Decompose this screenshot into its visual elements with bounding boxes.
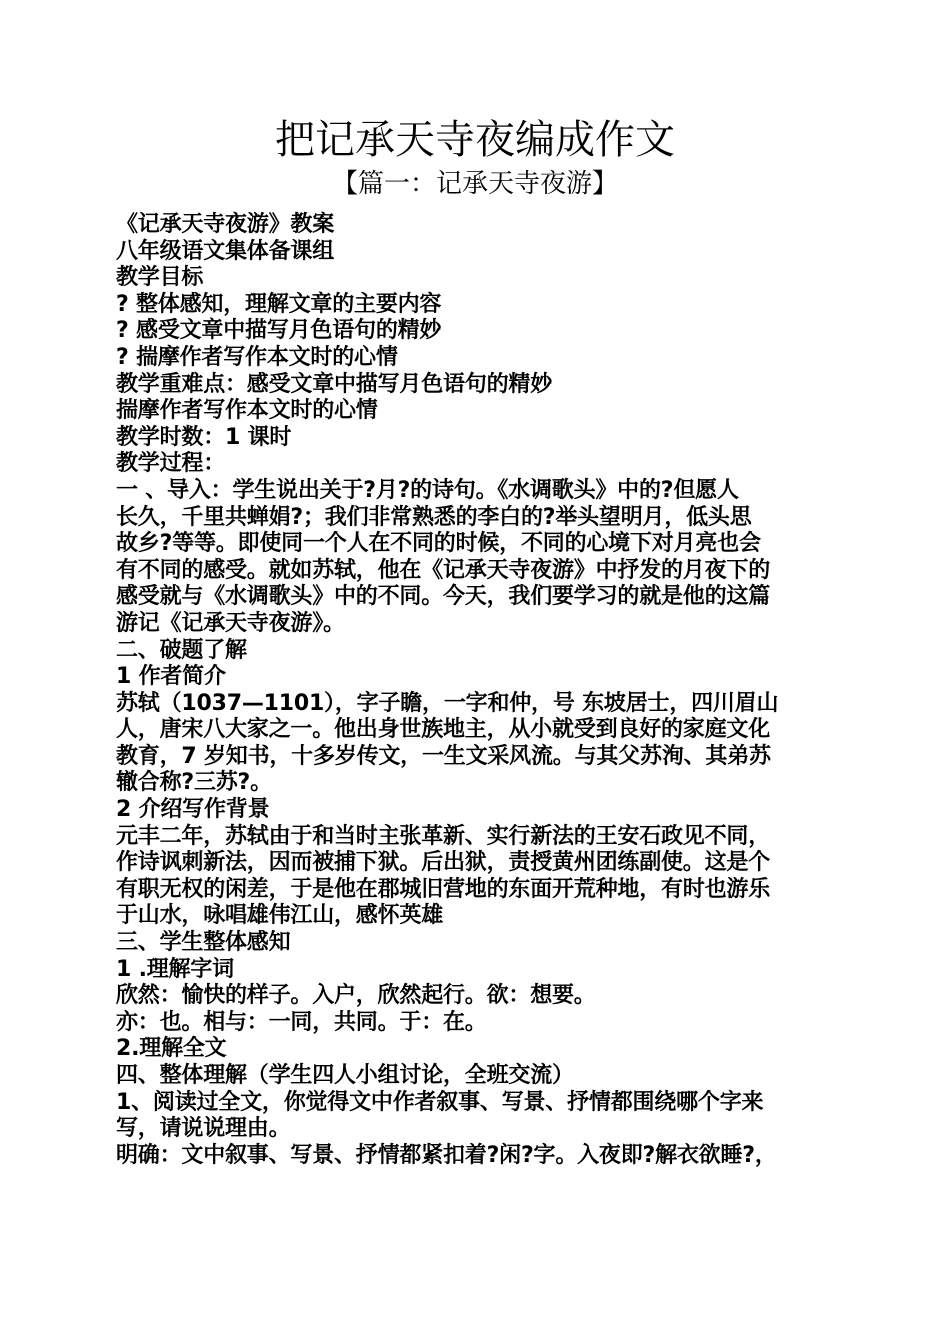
document-line: 游记《记承天寺夜游》。	[116, 610, 345, 636]
document-line: 长久，千里共蝉娟?；我们非常熟悉的李白的?举头望明月，低头思	[116, 504, 752, 530]
document-line: ? 整体感知，理解文章的主要内容	[116, 291, 442, 317]
document-line: 苏轼（1037—1101），字子瞻，一字和仲，号 东坡居士，四川眉山	[116, 690, 779, 716]
document-line: 2.理解全文	[116, 1036, 227, 1062]
document-line: 一 、导入：学生说出关于?月?的诗句。《水调歌头》中的?但愿人	[116, 477, 739, 503]
document-line: 《记承天寺夜游》教案	[116, 212, 335, 237]
document-line: 二、破题了解	[116, 637, 247, 663]
document-line: 亦：也。相与：一同，共同。于：在。	[116, 1009, 487, 1035]
document-line: ? 感受文章中描写月色语句的精妙	[116, 318, 442, 344]
document-line: 教学过程：	[116, 451, 226, 477]
document-line: 有职无权的闲差，于是他在郡城旧营地的东面开荒种地，有时也游乐	[116, 876, 771, 902]
document-line: 三、学生整体感知	[116, 930, 291, 956]
document-line: 欣然：愉快的样子。入户，欣然起行。欲：想要。	[116, 983, 596, 1009]
document-line: 1 .理解字词	[116, 956, 234, 982]
document-line: 故乡?等等。即使同一个人在不同的时候，不同的心境下对月亮也会	[116, 531, 761, 557]
document-body	[116, 212, 836, 1169]
document-line: 教学时数：1 课时	[116, 424, 292, 450]
document-line: 明确：文中叙事、写景、抒情都紧扣着?闲?字。入夜即?解衣欲睡?，	[116, 1142, 777, 1168]
document-line: 有不同的感受。就如苏轼，他在《记承天寺夜游》中抒发的月夜下的	[116, 557, 771, 583]
document-line: 感受就与《水调歌头》中的不同。今天，我们要学习的就是他的这篇	[116, 584, 771, 610]
document-line: 写，请说说理由。	[116, 1116, 291, 1142]
document-line: 四、整体理解（学生四人小组讨论，全班交流）	[116, 1063, 574, 1088]
document-line: 人，唐宋八大家之一。他出身世族地主，从小就受到良好的家庭文化	[116, 717, 771, 743]
document-line: 八年级语文集体备课组	[116, 238, 335, 264]
document-line: 教育，7 岁知书，十多岁传文，一生文采风流。与其父苏洵、其弟苏	[116, 743, 771, 769]
document-line: 2 介绍写作背景	[116, 797, 270, 823]
document-line: 1、阅读过全文，你觉得文中作者叙事、写景、抒情都围绕哪个字来	[116, 1089, 764, 1115]
document-title: 把记承天寺夜编成作文	[275, 117, 675, 163]
document-line: 教学目标	[116, 265, 204, 291]
document-line: 揣摩作者写作本文时的心情	[116, 398, 378, 424]
document-subtitle: 【篇一：记承天寺夜游】	[331, 169, 618, 199]
document-line: 元丰二年，苏轼由于和当时主张革新、实行新法的王安石政见不同，	[116, 823, 771, 849]
document-line: 于山水，咏唱雄伟江山，感怀英雄	[116, 903, 444, 929]
document-line: ? 揣摩作者写作本文时的心情	[116, 344, 398, 370]
document-line: 教学重难点：感受文章中描写月色语句的精妙	[116, 371, 553, 397]
document-line: 辙合称?三苏?。	[116, 770, 272, 796]
document-line: 作诗讽刺新法，因而被捕下狱。后出狱，责授黄州团练副使。这是个	[116, 850, 771, 876]
document-line: 1 作者简介	[116, 664, 226, 690]
